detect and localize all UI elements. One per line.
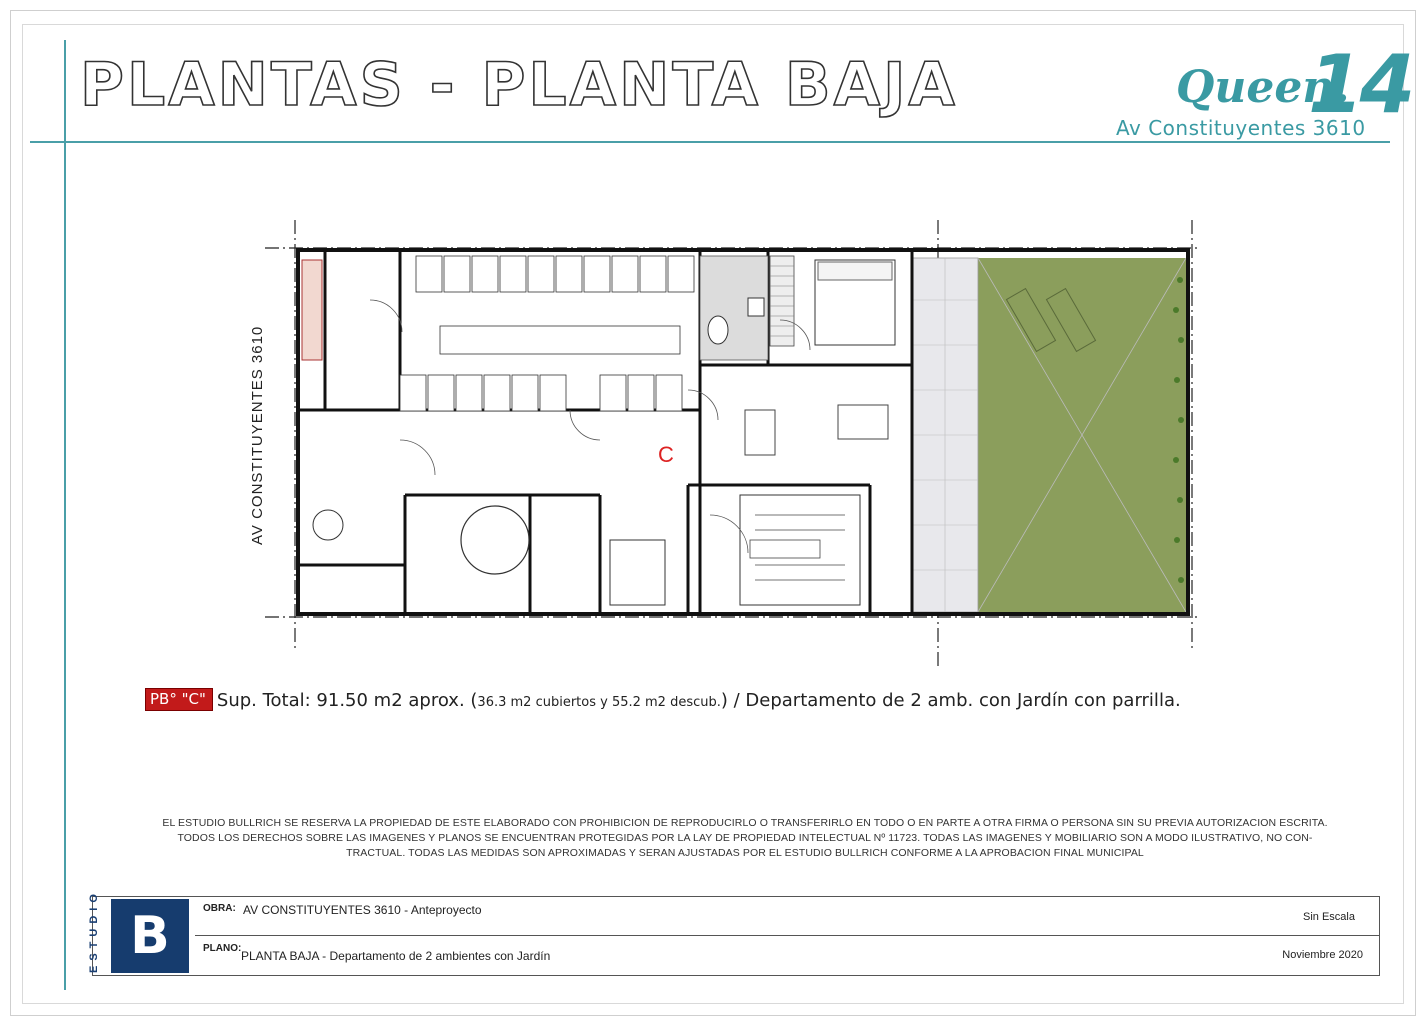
brand-logo [1116, 38, 1412, 142]
brand-address: Av Constituyentes 3610 [1116, 116, 1366, 140]
studio-vertical-label: ESTUDIO [88, 889, 100, 973]
brand-number: 14 [1308, 38, 1412, 131]
surface-total: Sup. Total: 91.50 m2 aprox. ( [216, 690, 478, 711]
disclaimer-line: EL ESTUDIO BULLRICH SE RESERVA LA PROPIEDAD DE ESTE ELABORADO CON PROHIBICION DE REPRODUCIRLO O TRANSFERIRLO EN TODO O EN PARTE A OTRA FIRMA O PERSONA SIN SU PREVIA AUTORIZACION ESCRITA. [162, 817, 1328, 829]
date-text: Noviembre 2020 [1282, 949, 1363, 961]
obra-label: OBRA: [203, 903, 236, 914]
floor-plan [240, 220, 1200, 670]
street-label: AV CONSTITUYENTES 3610 [249, 325, 266, 545]
legal-disclaimer [110, 816, 1380, 861]
disclaimer-line: TRACTUAL. TODAS LAS MEDIDAS SON APROXIMADAS Y SERAN AJUSTADAS POR EL ESTUDIO BULLRICH CONFORME A LA APROBACION FINAL MUNICIPAL [346, 847, 1144, 859]
unit-letter: C [658, 442, 674, 467]
studio-logo: B [111, 899, 189, 973]
title-block [88, 889, 1380, 976]
disclaimer-line: TODOS LOS DERECHOS SOBRE LAS IMAGENES Y PLANOS SE ENCUENTRAN PROTEGIDAS POR LA LAY DE PROPIEDAD INTELECTUAL Nº 11723. TODAS LAS IMAGENES Y MOBILIARIO SON A MODO ILUSTRATIVO, NO CON- [177, 832, 1313, 844]
accent-vertical-line [64, 40, 66, 990]
page-title: PLANTAS - PLANTA BAJA [80, 50, 958, 120]
title-block-divider [195, 935, 1379, 936]
plano-value: PLANTA BAJA - Departamento de 2 ambientes con Jardín [241, 949, 551, 963]
brand-script: Queen. [1176, 62, 1350, 113]
surface-detail: 36.3 m2 cubiertos y 55.2 m2 descub. [477, 695, 721, 710]
unit-info [145, 688, 1181, 711]
unit-badge: PB° "C" [145, 688, 213, 711]
obra-value: AV CONSTITUYENTES 3610 - Anteproyecto [243, 903, 482, 917]
unit-description: ) / Departamento de 2 amb. con Jardín con parrilla. [720, 690, 1181, 711]
scale-text: Sin Escala [1303, 911, 1355, 923]
plano-label: PLANO: [203, 943, 242, 954]
